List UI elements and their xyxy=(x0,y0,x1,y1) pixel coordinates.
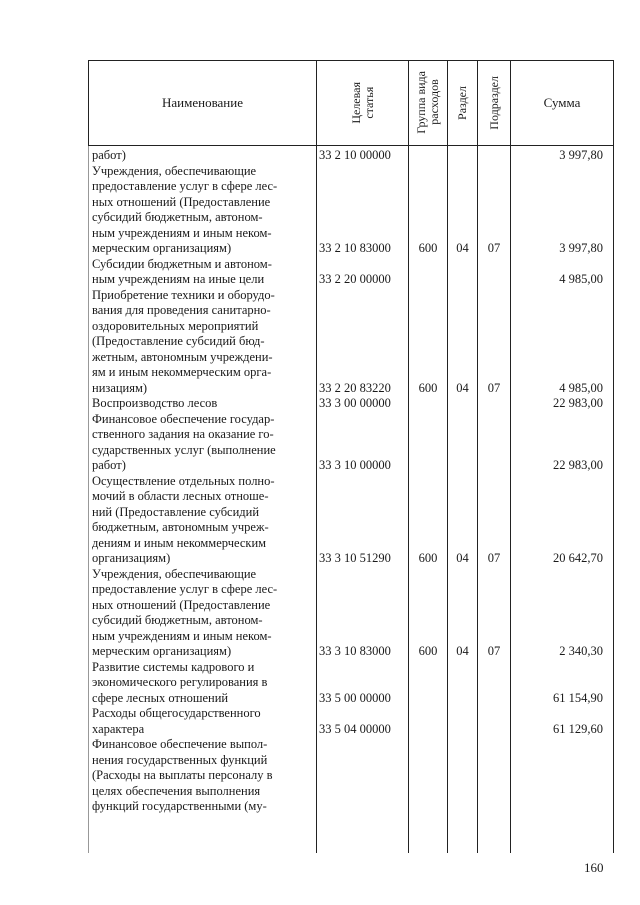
header-amount: Сумма xyxy=(543,94,581,110)
row-name: Финансовое обеспечение государ- ственного задания на оказание го- сударственных услуг (выполнение работ) xyxy=(92,411,276,472)
row-amount: 22 983,00 xyxy=(553,458,603,472)
row-target-article: 33 2 20 00000 xyxy=(319,272,391,286)
header-subsection-cell xyxy=(478,60,510,145)
row-name: Осуществление отдельных полно- мочий в области лесных отноше- ний (Предоставление субсидий бюджетным, автономным учреж- дениям и иным некоммерческим организациям) xyxy=(92,473,275,565)
row-target-article: 33 2 20 83220 xyxy=(319,380,391,395)
header-target-article: Целевая статья xyxy=(348,81,376,124)
row-expense-group: 600 xyxy=(418,241,438,255)
row-subsection: 07 xyxy=(487,241,501,255)
row-target-article: 33 5 04 00000 xyxy=(319,721,391,736)
header-section-cell xyxy=(448,60,477,145)
row-name: Учреждения, обеспечивающие предоставление услуг в сфере лес- ных отношений (Предоставление субсидий бюджетным, автоном- ным учреждениям и иным неком- мерческим организациям) xyxy=(92,566,278,658)
row-target-article: 33 3 10 00000 xyxy=(319,458,391,472)
row-expense-group: 600 xyxy=(418,551,438,565)
row-amount: 22 983,00 xyxy=(553,396,603,410)
table-right-border xyxy=(613,60,614,853)
header-subsection: Подраздел xyxy=(486,75,501,130)
row-amount: 4 985,00 xyxy=(559,380,603,395)
row-name: Учреждения, обеспечивающие предоставление услуг в сфере лес- ных отношений (Предоставление субсидий бюджетным, автоном- ным учреждениям и иным неком- мерческим организациям) xyxy=(92,163,278,255)
row-amount: 20 642,70 xyxy=(553,551,603,565)
row-section: 04 xyxy=(456,380,469,395)
row-section: 04 xyxy=(456,644,469,658)
header-bottom-border xyxy=(88,145,614,146)
header-section: Раздел xyxy=(455,85,469,120)
page-number: 160 xyxy=(584,860,604,875)
row-amount: 2 340,30 xyxy=(559,644,603,658)
column-divider xyxy=(408,60,409,853)
row-expense-group: 600 xyxy=(418,644,438,658)
row-amount: 61 129,60 xyxy=(553,721,603,736)
row-target-article: 33 3 10 51290 xyxy=(319,551,391,565)
row-amount: 3 997,80 xyxy=(559,148,603,162)
row-amount: 61 154,90 xyxy=(553,690,603,705)
header-expense-group: Группа вида расходов xyxy=(414,71,441,134)
row-subsection: 07 xyxy=(487,644,501,658)
row-name: Приобретение техники и оборудо- вания для проведения санитарно- оздоровительных мероприятий (Предоставление субсидий бюд- жетным, автономным учреждени- ям и иным некоммерческим орга- низациям) xyxy=(92,287,275,395)
row-name: Финансовое обеспечение выпол- нения государственных функций (Расходы на выплаты персоналу в целях обеспечения выполнения функций государственными (му- xyxy=(92,737,273,813)
row-target-article: 33 2 10 83000 xyxy=(319,241,391,255)
table-left-edge xyxy=(88,146,89,853)
row-subsection: 07 xyxy=(487,551,501,565)
row-target-article: 33 3 10 83000 xyxy=(319,644,391,658)
row-target-article: 33 2 10 00000 xyxy=(319,148,391,162)
column-divider xyxy=(316,60,317,853)
row-name: Субсидии бюджетным и автоном- ным учреждениям на иные цели xyxy=(92,256,272,286)
row-section: 04 xyxy=(456,241,469,255)
header-expense-group-cell xyxy=(409,60,447,145)
row-section: 04 xyxy=(456,551,469,565)
row-amount: 3 997,80 xyxy=(559,241,603,255)
row-name: Развитие системы кадрового и экономического регулирования в сфере лесных отношений xyxy=(92,659,268,705)
row-target-article: 33 3 00 00000 xyxy=(319,396,391,410)
row-amount: 4 985,00 xyxy=(559,272,603,286)
row-expense-group: 600 xyxy=(418,380,438,395)
row-name: Воспроизводство лесов xyxy=(92,396,218,410)
header-target-article-cell xyxy=(317,60,408,145)
row-subsection: 07 xyxy=(487,380,501,395)
row-name: работ) xyxy=(92,148,126,162)
row-name: Расходы общегосударственного характера xyxy=(92,706,261,736)
column-divider xyxy=(477,60,478,853)
row-target-article: 33 5 00 00000 xyxy=(319,690,391,705)
header-name: Наименование xyxy=(162,94,243,110)
column-divider xyxy=(447,60,448,853)
